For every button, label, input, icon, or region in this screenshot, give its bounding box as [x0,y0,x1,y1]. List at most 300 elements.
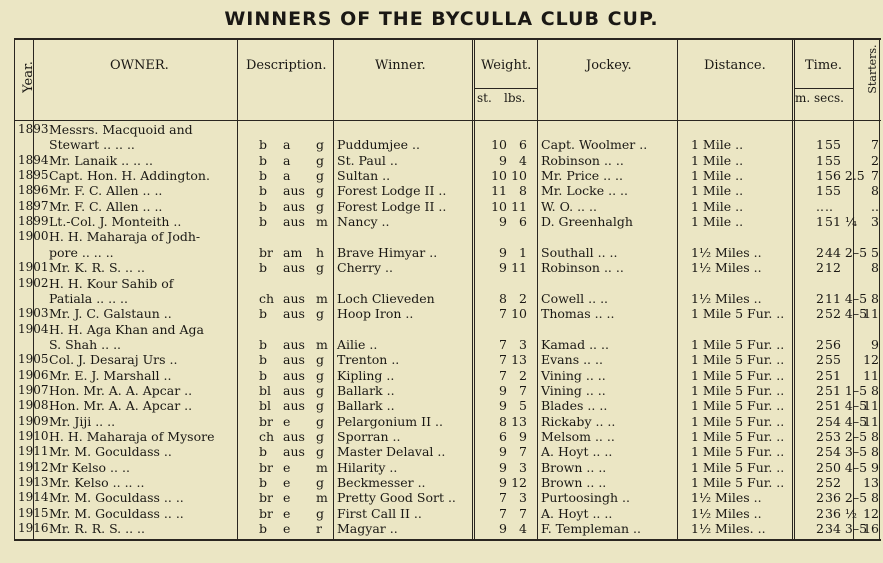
cell-winner: Hoop Iron .. [337,306,414,322]
cell-sex: g [316,168,325,184]
cell-sex: g [316,198,325,214]
cell-jockey: Brown .. .. [541,459,607,475]
cell-year: 1905 [18,352,49,367]
cell-starters: .. [871,198,879,214]
cell-weight-st: 10 [491,137,507,153]
cell-year: 1903 [18,306,49,321]
cell-time-sec: 51 [825,367,841,383]
cell-weight-lbs: 12 [511,475,527,491]
cell-jockey: Purtoosingh .. [541,490,630,506]
table-row [15,153,881,168]
weight-subrule [474,88,537,89]
table-row [15,260,881,275]
cell-jockey: Brown .. .. [541,475,607,491]
cell-time-min: 2 [816,444,824,460]
table-row [15,460,881,475]
cell-time-min: 2 [816,398,824,414]
cell-owner: Messrs. Macquoid and [49,122,193,137]
cell-time-sec: 55 [825,183,841,199]
header-winner: Winner. [375,58,426,73]
cell-weight-st: 7 [499,367,507,383]
cell-time-min: 2 [816,290,824,306]
cell-year: 1902 [18,275,49,290]
cell-time-min: 2 [816,429,824,444]
table-row [15,199,881,214]
table-row [15,322,881,337]
cell-starters: 12 [863,505,879,521]
cell-starters: 8 [871,490,879,506]
cell-sex: m [316,336,328,352]
cell-weight-st: 7 [499,505,507,521]
cell-distance: 1 Mile .. [691,183,744,199]
cell-owner: Capt. Hon. H. Addington. [49,168,210,184]
cell-distance: 1 Mile 5 Fur. .. [691,475,785,491]
cell-winner: Brave Himyar .. [337,244,438,260]
cell-year: 1901 [18,260,49,275]
cell-jockey: Rickaby .. .. [541,413,616,429]
cell-weight-lbs: 13 [511,352,527,368]
cell-distance: 1½ Miles .. [691,290,762,306]
cell-distance: 1 Mile 5 Fur. .. [691,413,785,429]
cell-year: 1916 [18,521,49,536]
cell-sex: g [316,382,325,398]
cell-weight-st: 9 [499,152,507,168]
cell-weight-st: 9 [499,459,507,475]
cell-distance: 1 Mile .. [691,168,744,184]
cell-sex: m [316,459,328,475]
cell-jockey: Evans .. .. [541,352,603,368]
header-time: Time. [805,58,842,73]
cell-distance: 1 Mile .. [691,152,744,168]
cell-weight-st: 9 [499,444,507,460]
header-weight: Weight. [481,58,532,73]
cell-starters: 5 [871,244,879,260]
cell-sex: g [316,352,325,368]
cell-weight-lbs: 6 [519,137,527,153]
cell-sex: m [316,214,328,230]
cell-weight-st: 10 [491,168,507,184]
cell-weight-lbs: 7 [519,382,527,398]
cell-time-min: 2 [816,367,824,383]
cell-winner: Sporran .. [337,429,401,444]
cell-year: 1908 [18,398,49,413]
cell-winner: Sultan .. [337,168,391,184]
cell-time-sec: 56 2.5 [825,168,865,184]
cell-time-sec: 44 2–5 [825,244,868,260]
cell-distance: 1 Mile 5 Fur. .. [691,429,785,444]
cell-owner: Hon. Mr. A. A. Apcar .. [49,382,193,398]
cell-winner: Beckmesser .. [337,475,426,491]
cell-colour: br [259,244,273,260]
cell-weight-lbs: 11 [511,260,527,276]
cell-colour: b [259,260,268,276]
cell-weight-lbs: 13 [511,413,527,429]
cell-colour: b [259,183,268,199]
cell-colour: b [259,214,268,230]
cell-year: 1906 [18,367,49,382]
cell-owner: Mr. J. C. Galstaun .. [49,306,172,322]
cell-time-min: 2 [816,352,824,368]
table-row [15,276,881,291]
cell-time-min: 1 [816,152,824,168]
cell-time-sec: 52 [825,475,841,491]
cell-owner: Mr. R. R. S. .. .. [49,521,145,537]
cell-starters: 8 [871,290,879,306]
cell-weight-st: 9 [499,521,507,537]
cell-breed: aus [283,444,305,460]
cell-year: 1910 [18,429,49,443]
cell-distance: 1½ Miles .. [691,505,762,521]
cell-jockey: A. Hoyt .. .. [541,505,613,521]
cell-colour: br [259,413,273,429]
cell-winner: Loch Clieveden [337,290,435,306]
cell-breed: e [283,413,291,429]
cell-distance: 1 Mile 5 Fur. .. [691,352,785,368]
cell-sex: g [316,260,325,276]
cell-breed: a [283,137,291,153]
cell-owner: Lt.-Col. J. Monteith .. [49,214,182,230]
cell-distance: 1½ Miles. .. [691,521,766,537]
cell-time-min: 2 [816,490,824,506]
cell-distance: 1 Mile .. [691,214,744,230]
cell-distance: 1½ Miles .. [691,244,762,260]
cell-winner: Master Delaval .. [337,444,446,460]
cell-winner: Ballark .. [337,382,395,398]
cell-sex: m [316,490,328,506]
cell-jockey: Thomas .. .. [541,306,615,322]
cell-time-sec: 52 4–5 [825,306,868,322]
cell-weight-st: 9 [499,214,507,230]
cell-time-min: 2 [816,413,824,429]
cell-winner: Nancy .. [337,214,390,230]
cell-year: 1897 [18,198,49,213]
cell-sex: g [316,429,325,444]
header-description: Description. [246,58,327,73]
cell-distance: 1 Mile 5 Fur. .. [691,398,785,414]
cell-weight-st: 7 [499,336,507,352]
cell-jockey: Mr. Locke .. .. [541,183,628,199]
cell-winner: Hilarity .. [337,459,398,475]
cell-year: 1912 [18,459,49,474]
cell-jockey: A. Hoyt .. .. [541,444,613,460]
cell-winner: First Call II .. [337,505,422,521]
cell-owner: Hon. Mr. A. A. Apcar .. [49,398,193,414]
cell-starters: 3 [871,214,879,230]
cell-starters: 11 [863,367,879,383]
cell-colour: br [259,505,273,521]
cell-breed: aus [283,398,305,414]
cell-time-sec: 36 ½ [825,505,857,521]
cell-time-sec: .. [825,198,833,214]
cell-starters: 13 [863,475,879,491]
cell-weight-lbs: 2 [519,290,527,306]
cell-starters: 8 [871,260,879,276]
header-owner: OWNER. [110,58,169,73]
cell-time-sec: 51 1–5 [825,382,868,398]
cell-colour: b [259,168,268,184]
winners-table [14,38,881,541]
cell-weight-st: 6 [499,429,507,444]
table-row [15,168,881,183]
cell-time-sec: 55 [825,352,841,368]
cell-weight-lbs: 1 [519,244,527,260]
cell-breed: e [283,475,291,491]
cell-starters: 7 [871,137,879,153]
cell-year: 1899 [18,214,49,229]
cell-distance: 1 Mile 5 Fur. .. [691,336,785,352]
cell-year: 1914 [18,490,49,505]
cell-distance: 1 Mile .. [691,198,744,214]
cell-colour: br [259,459,273,475]
cell-owner: Mr. F. C. Allen .. .. [49,183,163,199]
cell-year: 1895 [18,168,49,183]
cell-starters: 16 [863,521,879,537]
cell-breed: a [283,168,291,184]
cell-owner: Mr. F. C. Allen .. .. [49,198,163,214]
cell-colour: b [259,521,268,537]
cell-time-sec: 12 [825,260,841,276]
cell-weight-lbs: 8 [519,183,527,199]
cell-owner: Patiala .. .. .. [49,290,128,306]
cell-time-sec: 53 2–5 [825,429,868,444]
cell-weight-lbs: 7 [519,444,527,460]
cell-weight-st: 7 [499,490,507,506]
cell-time-sec: 34 3–5 [825,521,868,537]
table-row [15,337,881,352]
cell-time-sec: 55 [825,137,841,153]
cell-owner: Mr. Jiji .. .. [49,413,116,429]
cell-time-sec: 11 4–5 [825,290,868,306]
cell-weight-st: 9 [499,382,507,398]
table-row [15,475,881,490]
table-row [15,291,881,306]
cell-jockey: Melsom .. .. [541,429,615,444]
cell-owner: Mr. K. R. S. .. .. [49,260,145,276]
page-title: WINNERS OF THE BYCULLA CLUB CUP. [224,8,659,30]
table-row [15,245,881,260]
cell-jockey: Capt. Woolmer .. [541,137,648,153]
table-row [15,506,881,521]
cell-breed: aus [283,290,305,306]
cell-winner: Forest Lodge II .. [337,198,447,214]
cell-colour: b [259,475,268,491]
cell-owner: S. Shah .. .. [49,336,122,352]
header-distance: Distance. [704,58,766,73]
cell-colour: ch [259,290,275,306]
cell-breed: am [283,244,303,260]
cell-time-min: 1 [816,137,824,153]
table-row [15,429,881,444]
cell-jockey: D. Greenhalgh [541,214,633,230]
cell-breed: aus [283,336,305,352]
header-st: st. [477,91,492,105]
cell-winner: Forest Lodge II .. [337,183,447,199]
cell-weight-lbs: 10 [511,306,527,322]
cell-time-sec: 55 [825,152,841,168]
cell-colour: b [259,198,268,214]
cell-winner: Magyar .. [337,521,398,537]
cell-weight-lbs: 4 [519,152,527,168]
cell-distance: 1 Mile 5 Fur. .. [691,382,785,398]
cell-distance: 1 Mile 5 Fur. .. [691,444,785,460]
cell-owner: Mr. M. Goculdass .. [49,444,172,460]
cell-weight-lbs: 3 [519,490,527,506]
cell-jockey: Kamad .. .. [541,336,609,352]
time-subrule [794,88,853,89]
cell-colour: b [259,352,268,368]
cell-colour: b [259,152,268,168]
cell-weight-st: 7 [499,352,507,368]
cell-time-min: 2 [816,260,824,276]
table-row [15,214,881,229]
cell-weight-st: 9 [499,244,507,260]
cell-weight-lbs: 3 [519,459,527,475]
cell-time-min: 1 [816,214,824,230]
cell-weight-lbs: 7 [519,505,527,521]
cell-time-min: 2 [816,521,824,537]
cell-jockey: Cowell .. .. [541,290,609,306]
cell-year: 1896 [18,183,49,198]
cell-year: 1907 [18,382,49,397]
cell-colour: br [259,490,273,506]
cell-jockey: W. O. .. .. [541,198,597,214]
cell-breed: e [283,505,291,521]
cell-weight-lbs: 5 [519,398,527,414]
cell-sex: g [316,152,325,168]
cell-time-sec: 36 2–5 [825,490,868,506]
cell-owner: H. H. Maharaja of Mysore [49,429,215,444]
cell-time-sec: 51 ¼ [825,214,857,230]
cell-colour: b [259,444,268,460]
cell-jockey: Robinson .. .. [541,260,624,276]
cell-time-min: 2 [816,244,824,260]
cell-sex: g [316,183,325,199]
cell-sex: g [316,398,325,414]
cell-weight-lbs: 4 [519,521,527,537]
cell-time-min: 1 [816,168,824,184]
cell-weight-st: 10 [491,198,507,214]
cell-owner: H. H. Maharaja of Jodh- [49,229,201,245]
cell-time-min: .. [816,198,824,214]
table-row [15,137,881,152]
cell-owner: Mr. Lanaik .. .. .. [49,152,153,168]
cell-owner: Mr. Kelso .. .. .. [49,475,145,491]
cell-breed: aus [283,352,305,368]
cell-sex: g [316,306,325,322]
cell-starters: 8 [871,183,879,199]
cell-colour: ch [259,429,275,444]
cell-winner: Ballark .. [337,398,395,414]
cell-winner: Puddumjee .. [337,137,420,153]
cell-weight-lbs: 9 [519,429,527,444]
cell-jockey: Robinson .. .. [541,152,624,168]
cell-colour: b [259,137,268,153]
cell-time-sec: 51 4–5 [825,398,868,414]
cell-jockey: Mr. Price .. .. [541,168,623,184]
cell-weight-st: 8 [499,290,507,306]
cell-time-sec: 50 4–5 [825,459,868,475]
cell-owner: Mr. M. Goculdass .. .. [49,505,184,521]
cell-owner: Stewart .. .. .. [49,137,135,153]
table-row [15,229,881,244]
cell-sex: g [316,413,325,429]
cell-owner: Mr. E. J. Marshall .. [49,367,172,383]
cell-sex: g [316,137,325,153]
cell-time-min: 2 [816,382,824,398]
cell-owner: Col. J. Desaraj Urs .. [49,352,178,368]
cell-sex: g [316,444,325,460]
cell-weight-lbs: 3 [519,336,527,352]
cell-time-sec: 54 4–5 [825,413,868,429]
cell-starters: 11 [863,413,879,429]
cell-starters: 9 [871,336,879,352]
cell-time-sec: 56 [825,336,841,352]
cell-colour: b [259,367,268,383]
cell-starters: 11 [863,306,879,322]
cell-time-sec: 54 3–5 [825,444,868,460]
cell-starters: 8 [871,429,879,444]
table-row [15,183,881,198]
cell-winner: St. Paul .. [337,152,398,168]
cell-sex: g [316,367,325,383]
header-lbs: lbs. [504,91,526,105]
cell-colour: b [259,336,268,352]
cell-breed: e [283,490,291,506]
cell-winner: Trenton .. [337,352,400,368]
cell-breed: e [283,459,291,475]
cell-winner: Ailie .. [337,336,378,352]
cell-distance: 1½ Miles .. [691,490,762,506]
cell-time-min: 2 [816,475,824,491]
cell-breed: aus [283,429,305,444]
cell-weight-st: 8 [499,413,507,429]
cell-year: 1913 [18,475,49,490]
cell-time-min: 2 [816,505,824,521]
header-starters: Starters. [866,44,879,94]
cell-jockey: Blades .. .. [541,398,608,414]
cell-distance: 1 Mile .. [691,137,744,153]
cell-year: 1909 [18,413,49,428]
header-jockey: Jockey. [586,58,632,73]
cell-weight-lbs: 11 [511,198,527,214]
table-row [15,398,881,413]
cell-sex: g [316,505,325,521]
table-row [15,368,881,383]
cell-distance: 1 Mile 5 Fur. .. [691,459,785,475]
cell-year: 1894 [18,152,49,167]
cell-breed: aus [283,198,305,214]
cell-winner: Pretty Good Sort .. [337,490,456,506]
cell-starters: 2 [871,152,879,168]
cell-year: 1904 [18,321,49,336]
cell-distance: 1½ Miles .. [691,260,762,276]
cell-sex: m [316,290,328,306]
cell-sex: r [316,521,322,537]
cell-time-min: 2 [816,306,824,322]
cell-breed: aus [283,382,305,398]
cell-breed: aus [283,306,305,322]
table-header [15,40,881,121]
cell-jockey: F. Templeman .. [541,521,641,537]
cell-time-min: 2 [816,336,824,352]
cell-jockey: Vining .. .. [541,382,606,398]
cell-sex: h [316,244,325,260]
cell-weight-st: 9 [499,475,507,491]
cell-owner: H. H. Kour Sahib of [49,275,174,291]
cell-distance: 1 Mile 5 Fur. .. [691,367,785,383]
cell-jockey: Vining .. .. [541,367,606,383]
cell-year: 1911 [18,444,49,459]
